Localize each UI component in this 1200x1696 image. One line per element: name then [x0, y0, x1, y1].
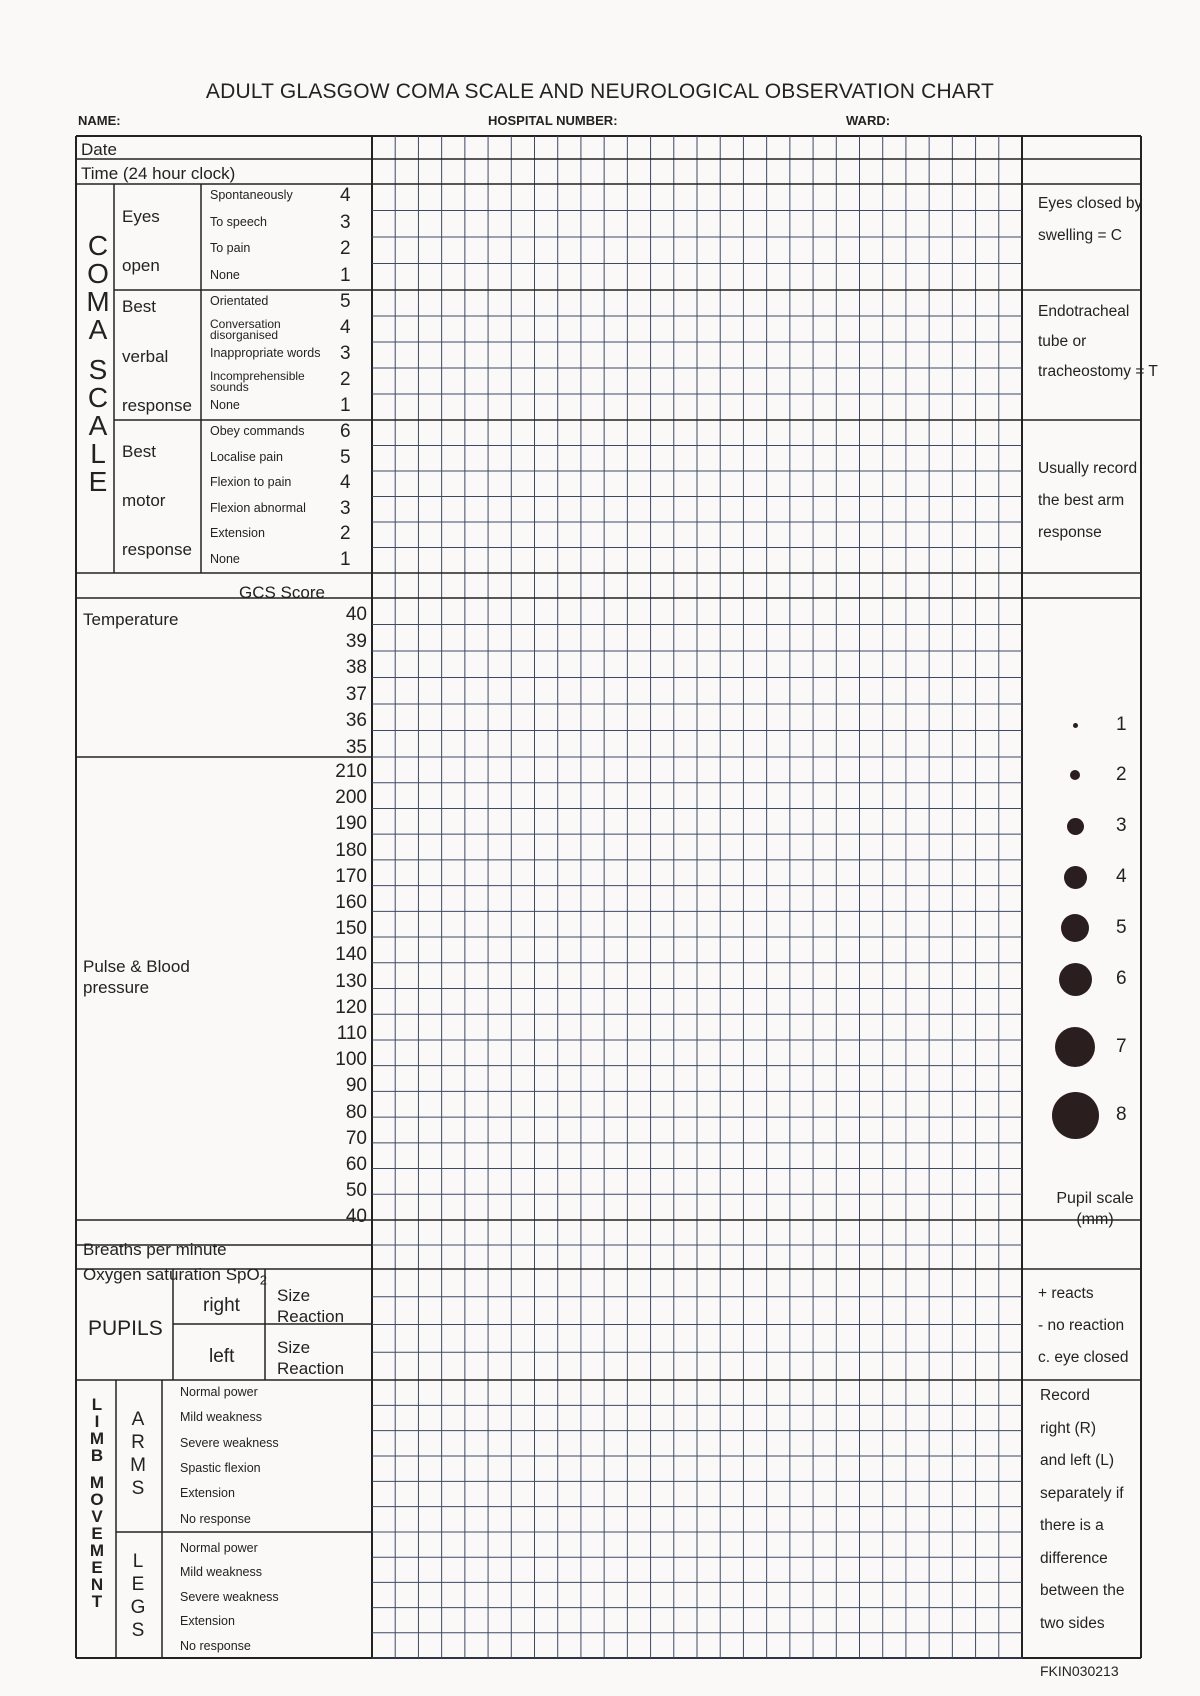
arms-letter: A: [131, 1409, 145, 1430]
pulse-scale-value: 190: [335, 813, 367, 835]
eyes-item: None: [210, 267, 240, 282]
gcs-score-label: GCS Score: [239, 583, 325, 602]
pupil-size-dot: [1067, 818, 1084, 835]
pupil-size-label: 4: [1116, 866, 1127, 887]
eyes-score: 4: [340, 185, 351, 206]
pupils-left-size: Size: [277, 1338, 311, 1357]
pulse-scale-value: 130: [335, 970, 367, 992]
pulse-scale-value: 80: [345, 1101, 367, 1123]
verbal-score: 4: [340, 317, 351, 338]
verbal-item: Inappropriate words: [210, 346, 321, 360]
temperature-scale-value: 40: [345, 604, 367, 625]
limb-movement-letter: T: [91, 1592, 103, 1611]
coma-scale-letter: M: [86, 286, 110, 317]
pupils-label: PUPILS: [88, 1317, 163, 1340]
pulse-scale-value: 40: [345, 1206, 367, 1228]
verbal-score: 5: [340, 291, 351, 312]
verbal-item: None: [210, 398, 240, 412]
arms-item: Severe weakness: [180, 1435, 279, 1450]
limb-note-line: two sides: [1040, 1614, 1105, 1632]
coma-scale-side-label: [84, 232, 112, 496]
limb-note-line: and left (L): [1040, 1452, 1115, 1469]
pulse-scale-value: 180: [335, 839, 367, 861]
arms-item: Extension: [180, 1486, 235, 1501]
pupil-size-label: 6: [1116, 968, 1127, 989]
oxygen-label: Oxygen saturation SpO$_2$: [83, 1265, 267, 1288]
limb-movement-letter: M: [89, 1473, 105, 1492]
arms-letter: R: [131, 1432, 145, 1453]
eyes-label-2: open: [122, 256, 160, 275]
verbal-item: Incomprehensible sounds: [210, 369, 305, 394]
verbal-item: Orientated: [210, 294, 269, 308]
arms-letter: S: [131, 1478, 145, 1499]
coma-scale-letter: A: [88, 314, 108, 345]
arms-letter: M: [130, 1455, 146, 1476]
limb-movement-letter: V: [91, 1507, 103, 1526]
pupil-size-dot: [1052, 1092, 1099, 1139]
arms-item: Mild weakness: [180, 1410, 262, 1425]
legs-item: Severe weakness: [180, 1589, 279, 1604]
limb-movement-letter: M: [89, 1541, 105, 1560]
key-eye-closed: c. eye closed: [1038, 1349, 1129, 1366]
pupil-size-label: 1: [1116, 714, 1127, 735]
arms-side-label: [128, 1408, 148, 1500]
motor-item: Flexion to pain: [210, 475, 292, 489]
key-reacts: + reacts: [1038, 1285, 1094, 1302]
verbal-item: Conversation disorganised: [210, 317, 281, 342]
verbal-score: 2: [340, 369, 351, 390]
motor-score: 2: [340, 523, 351, 544]
chart-title: ADULT GLASGOW COMA SCALE AND NEUROLOGICAL OBSERVATION CHART: [205, 80, 995, 103]
pulse-scale-value: 170: [335, 865, 367, 887]
motor-label-2: motor: [122, 491, 166, 510]
verbal-label-2: verbal: [122, 347, 169, 366]
pupil-size-dot: [1061, 914, 1089, 942]
note-eyes-closed: Eyes closed by swelling = C: [1038, 195, 1143, 244]
hospital-number-label: HOSPITAL NUMBER:: [488, 113, 618, 128]
pupil-scale-caption: Pupil scale (mm): [1056, 1190, 1134, 1228]
breaths-label: Breaths per minute: [83, 1240, 227, 1259]
pulse-scale-value: 90: [345, 1075, 367, 1097]
motor-score: 5: [340, 446, 351, 468]
limb-movement-letter: E: [91, 1558, 103, 1577]
pupil-size-dot: [1055, 1027, 1095, 1067]
motor-item: Flexion abnormal: [210, 500, 306, 515]
pupils-right-reaction: Reaction: [277, 1307, 345, 1326]
temperature-scale-value: 37: [345, 683, 367, 705]
legs-letter: E: [131, 1574, 145, 1595]
pupil-size-dot: [1070, 770, 1080, 780]
legs-item: Mild weakness: [180, 1565, 262, 1580]
note-endotracheal: Endotracheal tube or tracheostomy = T: [1038, 303, 1158, 380]
legs-side-label: [128, 1550, 148, 1642]
pulse-scale-value: 70: [345, 1127, 367, 1149]
pupil-reaction-key: [1038, 1278, 1128, 1374]
coma-scale-letter: A: [88, 410, 108, 441]
temperature-label: Temperature: [83, 610, 179, 629]
legs-letter: S: [131, 1620, 145, 1641]
eyes-item: Spontaneously: [210, 188, 293, 202]
eyes-score: 2: [340, 238, 351, 259]
motor-item: Extension: [210, 526, 265, 540]
limb-movement-letter: M: [89, 1429, 105, 1448]
verbal-score: 1: [340, 395, 351, 416]
coma-scale-letter: S: [88, 354, 108, 385]
limb-movement-side-label: [86, 1396, 108, 1610]
pupils-right-size: Size: [277, 1286, 311, 1305]
pupil-size-label: 3: [1116, 815, 1127, 836]
form-code: FKIN030213: [1040, 1663, 1119, 1679]
temperature-scale-value: 35: [345, 736, 367, 758]
limb-note-line: there is a: [1040, 1517, 1104, 1534]
limb-movement-letter: L: [91, 1395, 103, 1414]
limb-note-line: difference: [1040, 1549, 1108, 1567]
coma-scale-letter: L: [90, 438, 106, 469]
limb-movement-letter: B: [90, 1446, 104, 1465]
pulse-scale-value: 50: [345, 1180, 367, 1202]
motor-score: 4: [340, 472, 351, 493]
motor-item: Localise pain: [210, 449, 283, 464]
limb-note-line: between the: [1040, 1582, 1125, 1599]
temperature-scale-value: 36: [345, 710, 367, 731]
limb-note-line: separately if: [1040, 1484, 1124, 1502]
verbal-label-1: Best: [122, 297, 157, 316]
pupils-left-reaction: Reaction: [277, 1359, 345, 1378]
eyes-score: 3: [340, 211, 351, 233]
note-best-arm: Usually record the best arm response: [1038, 460, 1138, 541]
pulse-scale-value: 200: [335, 787, 367, 809]
motor-item: Obey commands: [210, 424, 305, 438]
pupil-size-dot: [1073, 723, 1078, 728]
eyes-item: To pain: [210, 241, 251, 255]
motor-label-1: Best: [122, 442, 157, 461]
pulse-bp-label: Pulse & Blood pressure: [83, 957, 190, 997]
limb-note-line: right (R): [1040, 1419, 1096, 1437]
temperature-scale-value: 38: [345, 657, 367, 678]
pulse-scale-value: 110: [336, 1023, 367, 1044]
date-label: Date: [81, 140, 117, 159]
legs-letter: G: [130, 1597, 146, 1618]
limb-movement-letter: I: [94, 1412, 100, 1431]
verbal-score: 3: [340, 343, 351, 364]
pulse-scale-value: 150: [335, 918, 367, 940]
motor-label-3: response: [122, 540, 192, 559]
key-no-reaction: - no reaction: [1038, 1317, 1125, 1334]
motor-score: 1: [340, 548, 351, 570]
pulse-scale-value: 120: [335, 996, 367, 1018]
limb-note-line: Record: [1040, 1387, 1090, 1404]
limb-movement-letter: O: [90, 1490, 104, 1509]
pupil-size-label: 8: [1116, 1104, 1127, 1125]
verbal-label-3: response: [122, 396, 192, 415]
coma-scale-letter: O: [87, 258, 109, 289]
eyes-score: 1: [340, 264, 351, 286]
pulse-scale-value: 210: [335, 761, 367, 782]
pulse-scale-value: 140: [335, 944, 367, 966]
ward-label: WARD:: [846, 113, 891, 128]
legs-item: Extension: [180, 1614, 235, 1629]
motor-score: 6: [340, 421, 351, 442]
coma-scale-letter: E: [88, 466, 108, 497]
pupil-size-dot: [1059, 963, 1092, 996]
pulse-scale-value: 60: [345, 1154, 367, 1175]
coma-scale-letter: C: [87, 382, 109, 413]
pupil-size-label: 2: [1116, 764, 1127, 785]
arms-item: Normal power: [180, 1385, 258, 1399]
pupil-size-label: 5: [1116, 917, 1127, 938]
arms-item: No response: [180, 1511, 251, 1526]
temperature-scale-value: 39: [345, 630, 367, 652]
limb-movement-letter: N: [90, 1575, 104, 1594]
motor-item: None: [210, 551, 240, 566]
legs-item: Normal power: [180, 1541, 258, 1555]
legs-item: No response: [180, 1638, 251, 1653]
pupils-right-label: right: [203, 1295, 240, 1316]
pupils-left-label: left: [209, 1346, 235, 1367]
pulse-scale-value: 100: [335, 1049, 367, 1071]
limb-movement-letter: E: [91, 1524, 103, 1543]
pulse-scale-value: 160: [335, 892, 367, 913]
legs-letter: L: [132, 1551, 144, 1572]
coma-scale-letter: C: [87, 230, 109, 261]
eyes-label-1: Eyes: [122, 207, 160, 226]
limb-note: [1040, 1380, 1124, 1640]
pupil-size-dot: [1064, 866, 1087, 889]
pupil-size-label: 7: [1116, 1036, 1127, 1057]
eyes-item: To speech: [210, 214, 267, 229]
time-label: Time (24 hour clock): [81, 164, 236, 183]
arms-item: Spastic flexion: [180, 1460, 261, 1475]
name-label: NAME:: [78, 113, 121, 128]
motor-score: 3: [340, 497, 351, 519]
